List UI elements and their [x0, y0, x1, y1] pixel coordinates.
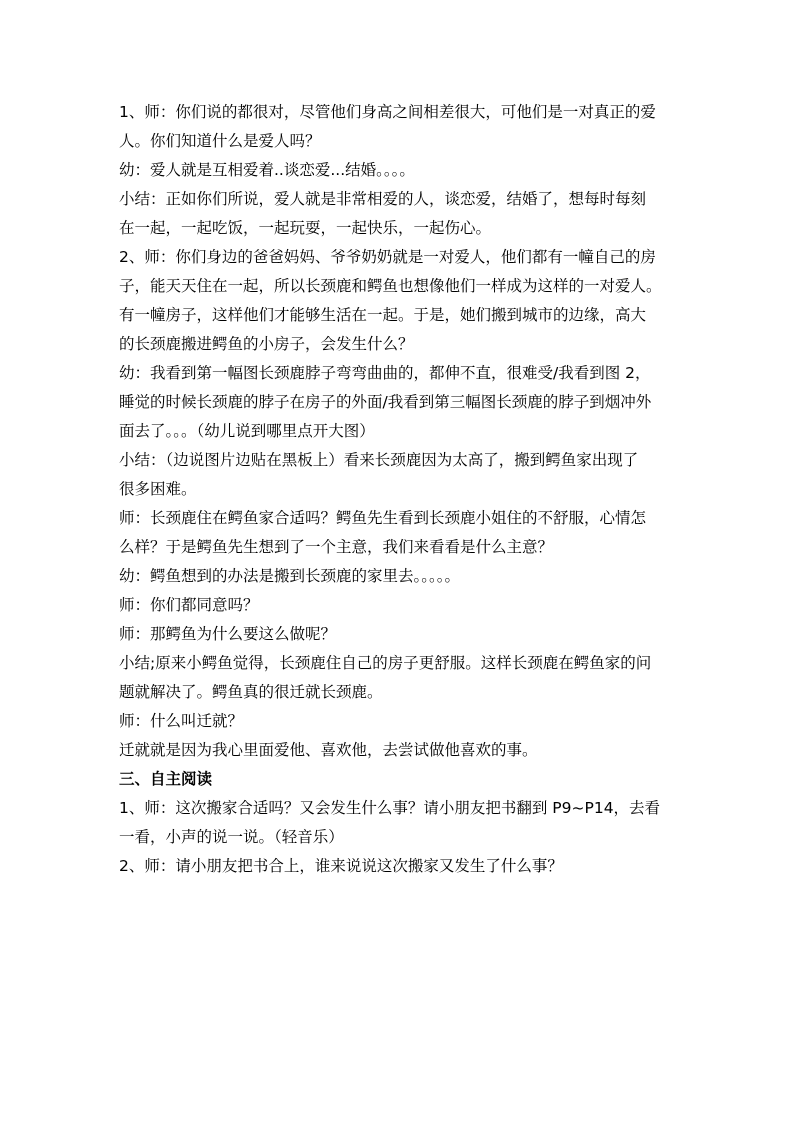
text-line: 幼：鳄鱼想到的办法是搬到长颈鹿的家里去。。。。。: [119, 567, 461, 585]
text-line: 睡觉的时候长颈鹿的脖子在房子的外面/我看到第三幅图长颈鹿的脖子到烟冲外: [119, 393, 652, 411]
text-line: 师：你们都同意吗？: [119, 596, 259, 614]
text-line: 么样？于是鳄鱼先生想到了一个主意，我们来看看是什么主意？: [119, 538, 554, 556]
text-line: 师：长颈鹿住在鳄鱼家合适吗？鳄鱼先生看到长颈鹿小姐住的不舒服，心情怎: [119, 509, 647, 527]
paragraph: [119, 649, 679, 707]
text-line: 小结：（边说图片边贴在黑板上）看来长颈鹿因为太高了，搬到鳄鱼家出现了: [119, 451, 639, 469]
text-line: 迁就就是因为我心里面爱他、喜欢他，去尝试做他喜欢的事。: [119, 741, 538, 759]
text-line: 幼：爱人就是互相爱着..谈恋爱...结婚。。。。: [119, 161, 415, 179]
paragraph: [119, 562, 679, 591]
heading-text: 三、自主阅读: [119, 770, 213, 788]
paragraph: [119, 243, 679, 359]
text-line: 很多困难。: [119, 480, 197, 498]
paragraph: [119, 852, 679, 881]
paragraph: [119, 446, 679, 504]
text-line: 1、师：你们说的都很对，尽管他们身高之间相差很大，可他们是一对真正的爱: [119, 103, 656, 121]
text-line: 幼：我看到第一幅图长颈鹿脖子弯弯曲曲的，都伸不直，很难受/我看到图 2，: [119, 364, 651, 382]
paragraph: [119, 707, 679, 736]
paragraph: [119, 504, 679, 562]
section-heading: [119, 765, 679, 794]
text-line: 有一幢房子，这样他们才能够生活在一起。于是，她们搬到城市的边缘，高大: [119, 306, 647, 324]
paragraph: [119, 620, 679, 649]
text-line: 师：那鳄鱼为什么要这么做呢？: [119, 625, 337, 643]
text-line: 小结：正如你们所说，爱人就是非常相爱的人，谈恋爱，结婚了，想每时每刻: [119, 190, 647, 208]
document-body: [119, 98, 679, 881]
text-line: 面去了。。。（幼儿说到哪里点开大图）: [119, 422, 375, 440]
text-line: 子，能天天住在一起，所以长颈鹿和鳄鱼也想像他们一样成为这样的一对爱人。: [119, 277, 662, 295]
paragraph: [119, 794, 679, 852]
paragraph: [119, 591, 679, 620]
paragraph: [119, 156, 679, 185]
text-line: 的长颈鹿搬进鳄鱼的小房子，会发生什么？: [119, 335, 414, 353]
text-line: 师：什么叫迁就？: [119, 712, 244, 730]
text-line: 一看，小声的说一说。（轻音乐）: [119, 828, 344, 846]
text-line: 题就解决了。鳄鱼真的很迁就长颈鹿。: [119, 683, 383, 701]
text-line: 2、师：请小朋友把书合上，谁来说说这次搬家又发生了什么事？: [119, 857, 563, 875]
text-line: 1、师：这次搬家合适吗？又会发生什么事？请小朋友把书翻到 P9~P14，去看: [119, 799, 661, 817]
text-line: 人。你们知道什么是爱人吗？: [119, 132, 321, 150]
paragraph: [119, 185, 679, 243]
text-line: 2、师：你们身边的爸爸妈妈、爷爷奶奶就是一对爱人，他们都有一幢自己的房: [119, 248, 656, 266]
paragraph: [119, 98, 679, 156]
paragraph: [119, 359, 679, 446]
text-line: 小结;原来小鳄鱼觉得，长颈鹿住自己的房子更舒服。这样长颈鹿在鳄鱼家的问: [119, 654, 652, 672]
paragraph: [119, 736, 679, 765]
text-line: 在一起，一起吃饭，一起玩耍，一起快乐，一起伤心。: [119, 219, 492, 237]
